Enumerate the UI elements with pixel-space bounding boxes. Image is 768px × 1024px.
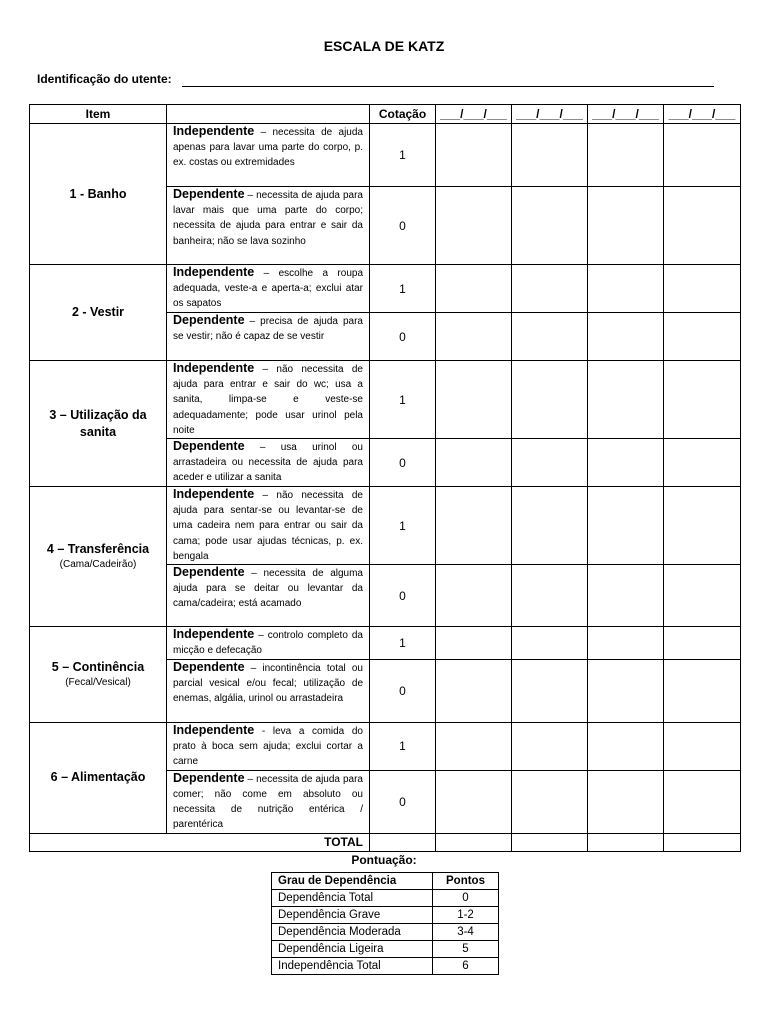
independent-label: Independente	[173, 124, 255, 138]
score-entry-cell[interactable]	[436, 487, 512, 565]
score-entry-cell[interactable]	[436, 439, 512, 487]
grade-points: 1-2	[433, 907, 499, 924]
header-item: Item	[30, 105, 167, 124]
total-entry-cell[interactable]	[512, 833, 588, 851]
score-entry-cell[interactable]	[588, 439, 664, 487]
score-value: 1	[370, 361, 436, 439]
table-row	[30, 487, 741, 565]
score-entry-cell[interactable]	[664, 565, 741, 627]
independent-label: Independente	[173, 627, 255, 642]
dependent-text: – necessita de ajuda para comer; não come em absoluto ou necessita de nutrição entérica / parentérica	[173, 773, 363, 831]
grade-points: 0	[433, 890, 499, 907]
independent-label: Independente	[173, 265, 255, 279]
independent-description	[167, 627, 370, 660]
scoring-row	[272, 907, 499, 924]
scoring-title: Pontuação:	[351, 853, 417, 867]
dependent-label: Dependente	[173, 313, 245, 327]
grade-label: Dependência Moderada	[272, 924, 433, 941]
score-entry-cell[interactable]	[512, 565, 588, 627]
item-label: 6 – Alimentação	[50, 770, 146, 785]
score-entry-cell[interactable]	[664, 723, 741, 771]
item-cell	[30, 124, 167, 265]
score-entry-cell[interactable]	[588, 627, 664, 660]
score-entry-cell[interactable]	[436, 187, 512, 265]
scoring-header-grade: Grau de Dependência	[272, 873, 433, 890]
dependent-text: – necessita de ajuda para lavar mais que uma parte do corpo; necessita de ajuda para entrar e sair da banheira; não se lava sozinho	[173, 190, 363, 247]
score-entry-cell[interactable]	[436, 124, 512, 187]
header-date-4[interactable]: ___/___/___	[664, 105, 741, 124]
score-entry-cell[interactable]	[436, 723, 512, 771]
grade-label: Dependência Ligeira	[272, 941, 433, 958]
scoring-row	[272, 924, 499, 941]
dependent-label: Dependente	[173, 565, 245, 580]
score-entry-cell[interactable]	[436, 770, 512, 833]
score-entry-cell[interactable]	[436, 565, 512, 627]
score-entry-cell[interactable]	[588, 124, 664, 187]
score-entry-cell[interactable]	[512, 124, 588, 187]
score-entry-cell[interactable]	[512, 265, 588, 313]
table-row	[30, 627, 741, 660]
independent-text: – necessita de ajuda apenas para lavar uma parte do corpo, p. ex. costas ou extremidades	[173, 127, 363, 169]
dependent-description	[167, 313, 370, 361]
item-label: 1 - Banho	[69, 186, 127, 201]
dependent-label: Dependente	[173, 660, 245, 675]
score-entry-cell[interactable]	[436, 313, 512, 361]
header-date-3[interactable]: ___/___/___	[588, 105, 664, 124]
dependent-label: Dependente	[173, 439, 245, 454]
item-label: 5 – Continência	[51, 660, 145, 675]
header-date-1[interactable]: ___/___/___	[436, 105, 512, 124]
table-header-row	[30, 105, 741, 124]
page-title: ESCALA DE KATZ	[323, 38, 445, 54]
score-value: 0	[370, 770, 436, 833]
score-entry-cell[interactable]	[664, 265, 741, 313]
identification-field[interactable]	[182, 86, 714, 87]
score-entry-cell[interactable]	[588, 265, 664, 313]
independent-text: – não necessita de ajuda para entrar e sair do wc; usa a sanita, limpa-se e veste-se adequadamente; pode usar urinol pela noite	[173, 364, 363, 436]
score-entry-cell[interactable]	[436, 660, 512, 723]
identification-label: Identificação do utente:	[37, 72, 172, 86]
score-entry-cell[interactable]	[664, 187, 741, 265]
score-entry-cell[interactable]	[588, 660, 664, 723]
table-row	[30, 265, 741, 313]
scoring-table	[271, 872, 499, 975]
score-entry-cell[interactable]	[512, 660, 588, 723]
grade-label: Dependência Total	[272, 890, 433, 907]
score-entry-cell[interactable]	[512, 187, 588, 265]
score-entry-cell[interactable]	[588, 313, 664, 361]
dependent-label: Dependente	[173, 187, 245, 201]
dependent-text: – necessita de alguma ajuda para se deitar ou levantar da cama/cadeira; está acamado	[173, 568, 363, 610]
grade-points: 6	[433, 958, 499, 975]
grade-label: Independência Total	[272, 958, 433, 975]
dependent-description	[167, 660, 370, 723]
score-entry-cell[interactable]	[436, 361, 512, 439]
dependent-text: – usa urinol ou arrastadeira ou necessita de ajuda para aceder e utilizar a sanita	[173, 442, 363, 484]
dependent-label: Dependente	[173, 770, 245, 785]
item-cell	[30, 487, 167, 627]
score-entry-cell[interactable]	[588, 565, 664, 627]
independent-description	[167, 723, 370, 771]
total-row	[30, 833, 741, 851]
dependent-description	[167, 565, 370, 627]
total-entry-cell[interactable]	[664, 833, 741, 851]
score-value: 1	[370, 627, 436, 660]
score-entry-cell[interactable]	[664, 660, 741, 723]
item-sublabel: (Cama/Cadeirão)	[59, 559, 137, 571]
independent-label: Independente	[173, 487, 255, 502]
item-cell	[30, 361, 167, 487]
independent-description	[167, 361, 370, 439]
header-description	[167, 105, 370, 124]
independent-text: - leva a comida do prato à boca sem ajuda; exclui cortar a carne	[173, 726, 363, 768]
score-entry-cell[interactable]	[664, 487, 741, 565]
score-value: 1	[370, 124, 436, 187]
score-value: 0	[370, 660, 436, 723]
grade-points: 5	[433, 941, 499, 958]
dependent-description	[167, 439, 370, 487]
table-row	[30, 361, 741, 439]
grade-points: 3-4	[433, 924, 499, 941]
score-entry-cell[interactable]	[512, 487, 588, 565]
independent-text: – escolhe a roupa adequada, veste-a e aperta-a; exclui atar os sapatos	[173, 268, 363, 310]
header-score: Cotação	[370, 105, 436, 124]
katz-table	[29, 104, 741, 852]
score-entry-cell[interactable]	[512, 627, 588, 660]
grade-label: Dependência Grave	[272, 907, 433, 924]
dependent-text: – precisa de ajuda para se vestir; não é capaz de se vestir	[173, 316, 363, 343]
score-entry-cell[interactable]	[588, 723, 664, 771]
item-label: 4 – Transferência	[46, 542, 150, 557]
score-value: 0	[370, 439, 436, 487]
independent-description	[167, 124, 370, 187]
score-entry-cell[interactable]	[664, 124, 741, 187]
score-entry-cell[interactable]	[664, 313, 741, 361]
table-row	[30, 723, 741, 771]
score-value: 1	[370, 265, 436, 313]
scoring-row	[272, 941, 499, 958]
score-entry-cell[interactable]	[512, 361, 588, 439]
total-label: TOTAL	[30, 833, 370, 851]
score-entry-cell[interactable]	[588, 770, 664, 833]
total-score-cell[interactable]	[370, 833, 436, 851]
score-value: 0	[370, 187, 436, 265]
scoring-header-row	[272, 873, 499, 890]
independent-description	[167, 265, 370, 313]
score-entry-cell[interactable]	[436, 265, 512, 313]
scoring-row	[272, 958, 499, 975]
score-value: 1	[370, 487, 436, 565]
score-entry-cell[interactable]	[664, 770, 741, 833]
score-entry-cell[interactable]	[588, 187, 664, 265]
table-row	[30, 124, 741, 187]
score-entry-cell[interactable]	[588, 361, 664, 439]
score-entry-cell[interactable]	[664, 439, 741, 487]
score-entry-cell[interactable]	[512, 313, 588, 361]
independent-text: – não necessita de ajuda para sentar-se ou levantar-se de uma cadeira nem para entrar ou sair da cama; pode usar ajudas técnicas, p. ex. bengala	[173, 490, 363, 562]
score-entry-cell[interactable]	[664, 361, 741, 439]
item-sublabel: (Fecal/Vesical)	[65, 677, 131, 689]
item-cell	[30, 265, 167, 361]
item-cell	[30, 627, 167, 723]
score-value: 0	[370, 313, 436, 361]
score-value: 1	[370, 723, 436, 771]
score-value: 0	[370, 565, 436, 627]
score-entry-cell[interactable]	[664, 627, 741, 660]
score-entry-cell[interactable]	[512, 770, 588, 833]
score-entry-cell[interactable]	[588, 487, 664, 565]
independent-label: Independente	[173, 723, 255, 738]
score-entry-cell[interactable]	[512, 723, 588, 771]
item-label: 3 – Utilização da sanita	[49, 407, 147, 439]
score-entry-cell[interactable]	[512, 439, 588, 487]
score-entry-cell[interactable]	[436, 627, 512, 660]
item-cell	[30, 723, 167, 834]
scoring-row	[272, 890, 499, 907]
dependent-text: – incontinência total ou parcial vesical e/ou fecal; utilização de enemas, algália, urinol ou arrastadeira	[173, 663, 363, 705]
item-label: 2 - Vestir	[71, 305, 125, 319]
header-date-2[interactable]: ___/___/___	[512, 105, 588, 124]
dependent-description	[167, 770, 370, 833]
dependent-description	[167, 187, 370, 265]
total-entry-cell[interactable]	[588, 833, 664, 851]
total-entry-cell[interactable]	[436, 833, 512, 851]
independent-description	[167, 487, 370, 565]
independent-text: – controlo completo da micção e defecação	[173, 630, 363, 657]
scoring-header-points: Pontos	[433, 873, 499, 890]
independent-label: Independente	[173, 361, 255, 375]
